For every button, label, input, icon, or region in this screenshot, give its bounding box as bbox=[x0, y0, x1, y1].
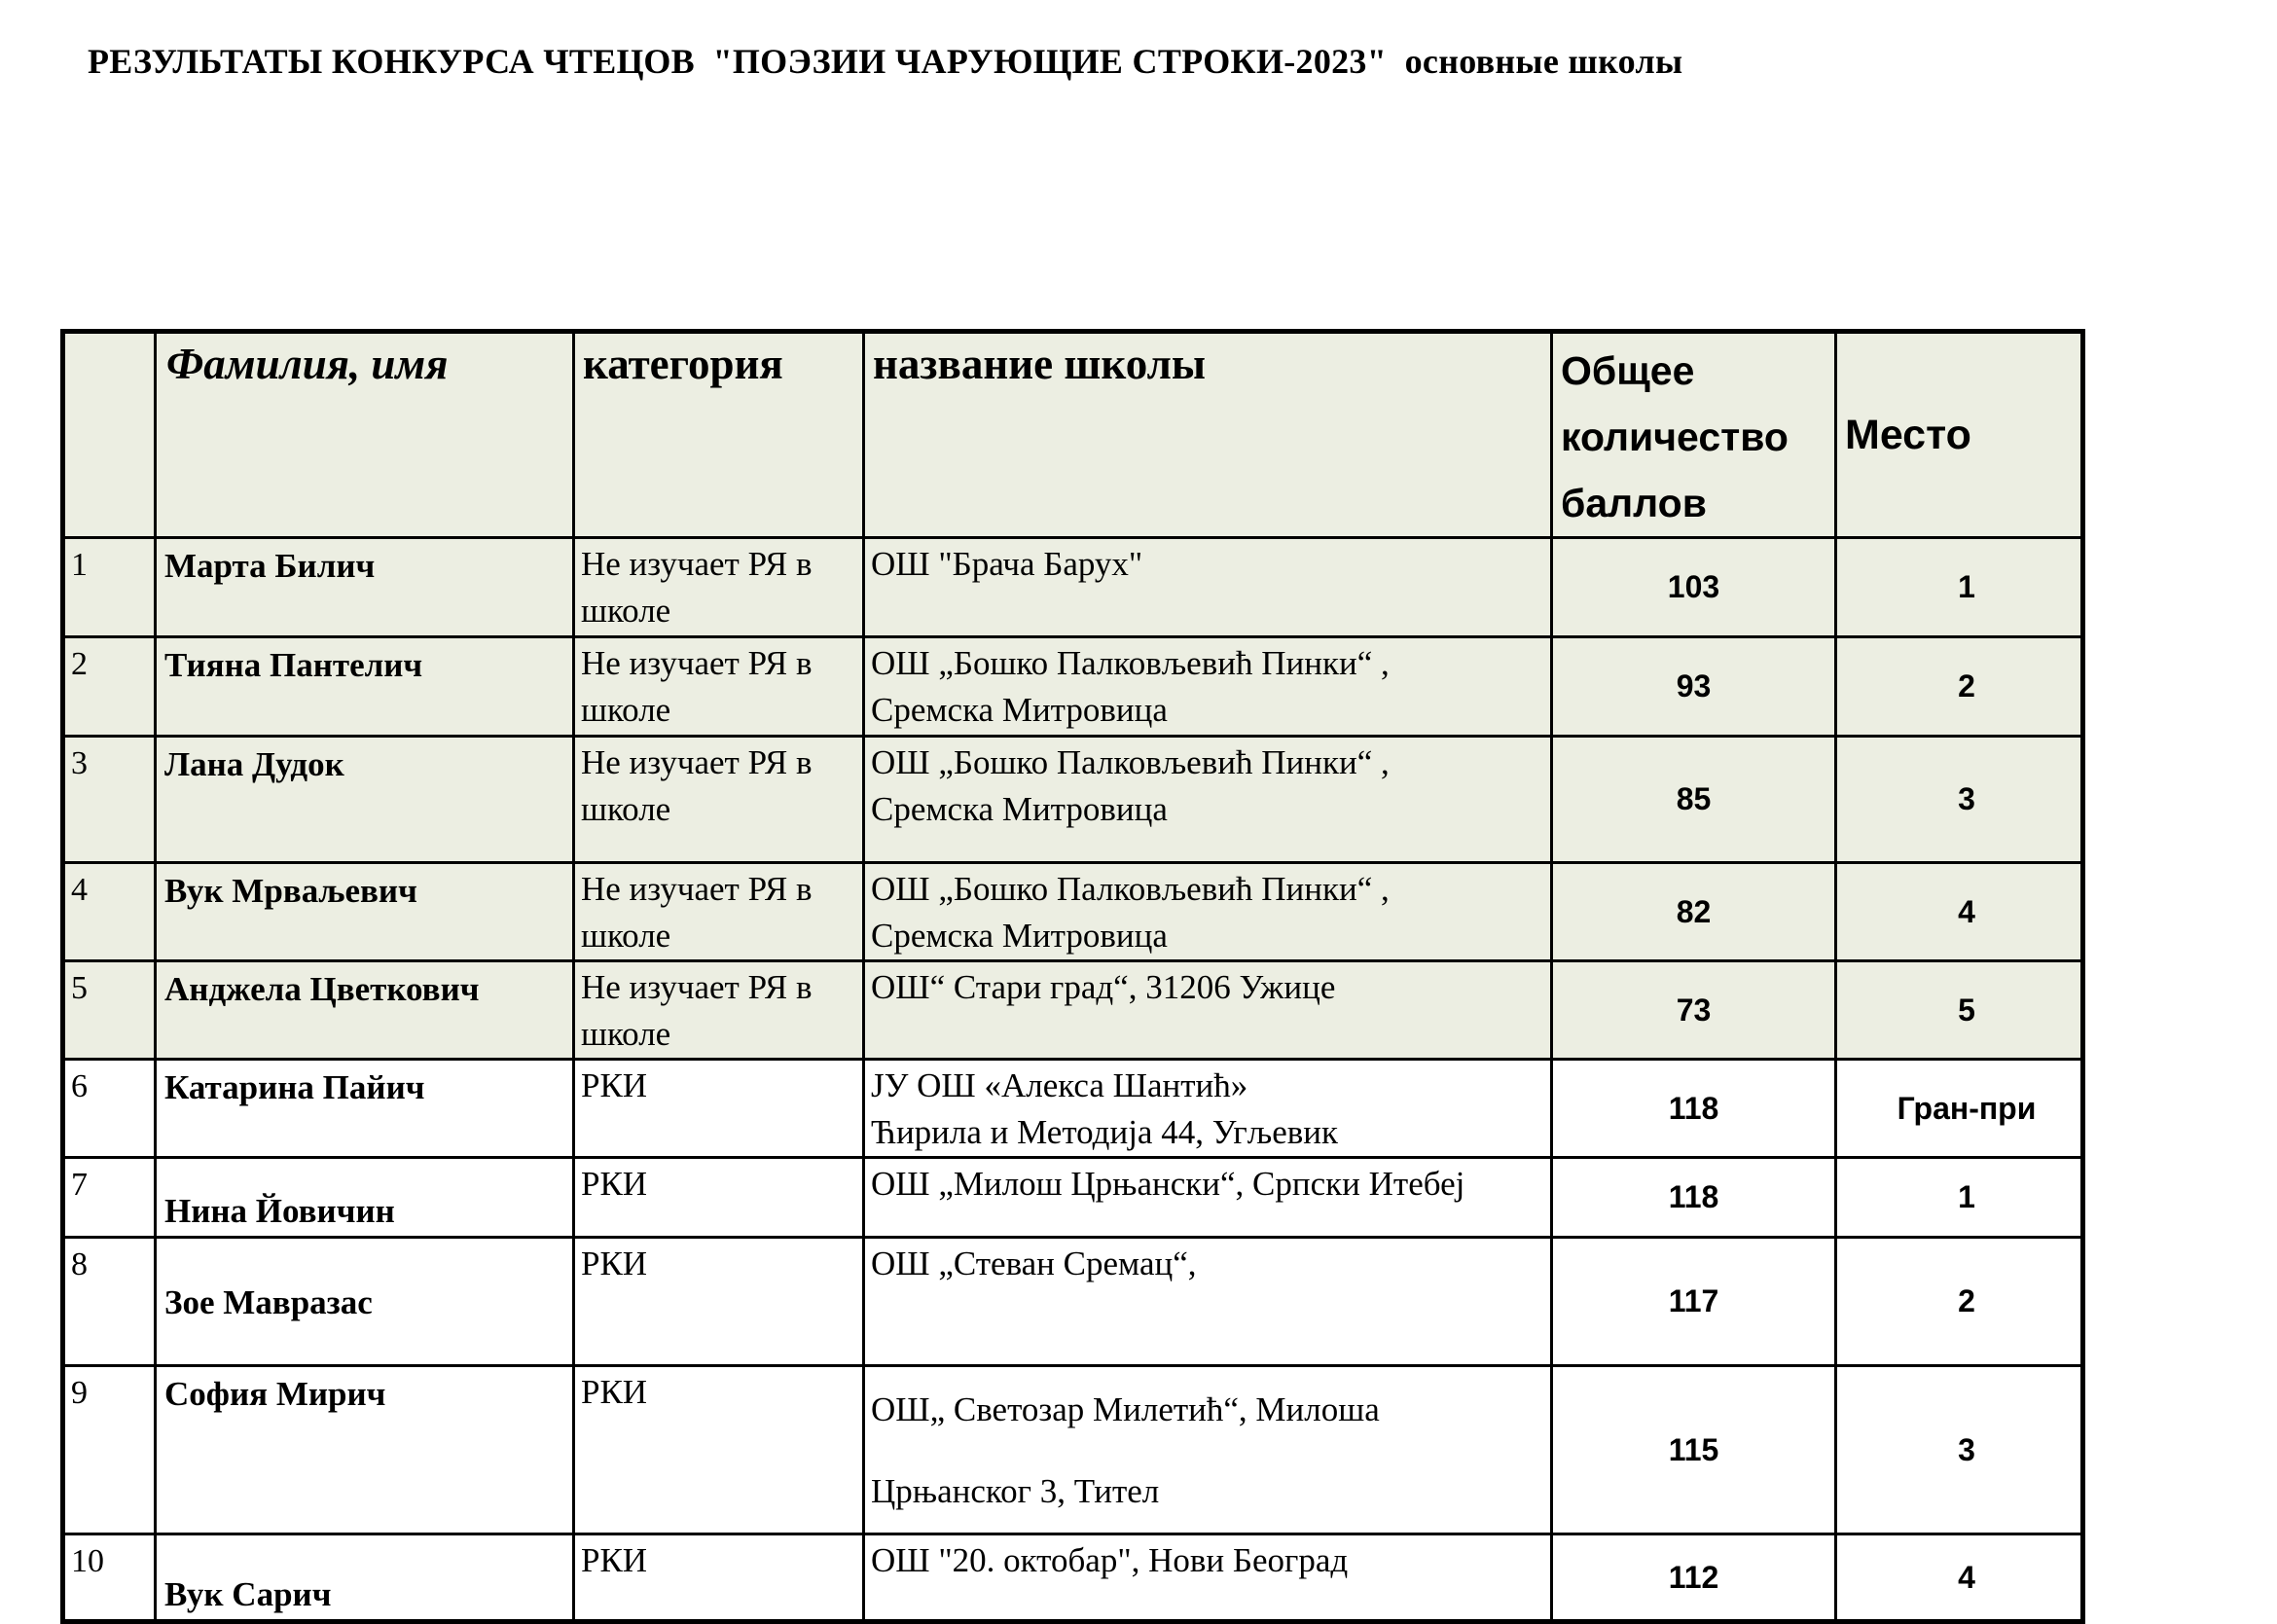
table-row bbox=[63, 637, 2083, 737]
participant-category: Не изучает РЯ в школе bbox=[574, 737, 864, 863]
place: 2 bbox=[1836, 1238, 2083, 1366]
header-total-score-line1: Общее bbox=[1561, 348, 1695, 393]
header-school: название школы bbox=[864, 332, 1552, 538]
participant-category: Не изучает РЯ в школе bbox=[574, 863, 864, 961]
participant-category: РКИ bbox=[574, 1238, 864, 1366]
total-score: 118 bbox=[1552, 1060, 1836, 1158]
row-number: 5 bbox=[63, 961, 156, 1060]
participant-name: София Мирич bbox=[156, 1366, 574, 1534]
total-score: 82 bbox=[1552, 863, 1836, 961]
school-name: ОШ „Бошко Палковљевић Пинки“ , Сремска Митровица bbox=[864, 737, 1552, 863]
place: 1 bbox=[1836, 538, 2083, 637]
table-row bbox=[63, 737, 2083, 863]
school-name: ОШ „Бошко Палковљевић Пинки“ , Сремска Митровица bbox=[864, 863, 1552, 961]
total-score: 115 bbox=[1552, 1366, 1836, 1534]
table-row bbox=[63, 1534, 2083, 1622]
participant-category: РКИ bbox=[574, 1060, 864, 1158]
participant-name: Лана Дудок bbox=[156, 737, 574, 863]
place: 4 bbox=[1836, 1534, 2083, 1622]
document-title: РЕЗУЛЬТАТЫ КОНКУРСА ЧТЕЦОВ "ПОЭЗИИ ЧАРУЮЩИЕ СТРОКИ-2023" основные школы bbox=[88, 42, 1683, 81]
row-number: 1 bbox=[63, 538, 156, 637]
header-category: категория bbox=[574, 332, 864, 538]
header-place: Место bbox=[1836, 332, 2083, 538]
table-row bbox=[63, 1366, 2083, 1534]
place: 1 bbox=[1836, 1158, 2083, 1238]
table-row bbox=[63, 1060, 2083, 1158]
row-number: 9 bbox=[63, 1366, 156, 1534]
header-total-score-line3: баллов bbox=[1561, 481, 1707, 525]
header-total-score-line2: количество bbox=[1561, 415, 1789, 459]
participant-name: Зое Мавразас bbox=[156, 1238, 574, 1366]
row-number: 10 bbox=[63, 1534, 156, 1622]
total-score: 73 bbox=[1552, 961, 1836, 1060]
participant-name: Вук Сарич bbox=[156, 1534, 574, 1622]
school-name: ОШ "Брача Барух" bbox=[864, 538, 1552, 637]
total-score: 93 bbox=[1552, 637, 1836, 737]
participant-name: Тияна Пантелич bbox=[156, 637, 574, 737]
place: Гран-при bbox=[1836, 1060, 2083, 1158]
participant-category: Не изучает РЯ в школе bbox=[574, 637, 864, 737]
header-number bbox=[63, 332, 156, 538]
place: 2 bbox=[1836, 637, 2083, 737]
participant-category: РКИ bbox=[574, 1158, 864, 1238]
participant-name: Марта Билич bbox=[156, 538, 574, 637]
total-score: 118 bbox=[1552, 1158, 1836, 1238]
total-score: 103 bbox=[1552, 538, 1836, 637]
place: 3 bbox=[1836, 737, 2083, 863]
place: 4 bbox=[1836, 863, 2083, 961]
table-row bbox=[63, 1238, 2083, 1366]
row-number: 4 bbox=[63, 863, 156, 961]
participant-name: Вук Мрваљевич bbox=[156, 863, 574, 961]
row-number: 8 bbox=[63, 1238, 156, 1366]
participant-category: Не изучает РЯ в школе bbox=[574, 961, 864, 1060]
table-row bbox=[63, 961, 2083, 1060]
school-name: ОШ „Милош Црњански“, Српски Итебеј bbox=[864, 1158, 1552, 1238]
school-name: ОШ "20. октобар", Нови Београд bbox=[864, 1534, 1552, 1622]
header-total-score bbox=[1552, 332, 1836, 538]
school-name: ЈУ ОШ «Алекса Шантић» Ћирила и Методија 44, Угљевик bbox=[864, 1060, 1552, 1158]
participant-category: РКИ bbox=[574, 1534, 864, 1622]
table-header-row bbox=[63, 332, 2083, 538]
school-name: ОШ„ Светозар Милетић“, Милоша Црњанског 3, Тител bbox=[864, 1366, 1552, 1534]
school-name: ОШ „Бошко Палковљевић Пинки“ , Сремска Митровица bbox=[864, 637, 1552, 737]
participant-category: Не изучает РЯ в школе bbox=[574, 538, 864, 637]
row-number: 2 bbox=[63, 637, 156, 737]
participant-name: Нина Йовичин bbox=[156, 1158, 574, 1238]
row-number: 3 bbox=[63, 737, 156, 863]
school-name: ОШ“ Стари град“, 31206 Ужице bbox=[864, 961, 1552, 1060]
results-table bbox=[60, 329, 2085, 1624]
participant-category: РКИ bbox=[574, 1366, 864, 1534]
participant-name: Анджела Цветкович bbox=[156, 961, 574, 1060]
total-score: 112 bbox=[1552, 1534, 1836, 1622]
header-name: Фамилия, имя bbox=[156, 332, 574, 538]
total-score: 85 bbox=[1552, 737, 1836, 863]
table-row bbox=[63, 1158, 2083, 1238]
table-row bbox=[63, 863, 2083, 961]
school-name: ОШ „Стеван Сремац“, bbox=[864, 1238, 1552, 1366]
place: 5 bbox=[1836, 961, 2083, 1060]
participant-name: Катарина Пайич bbox=[156, 1060, 574, 1158]
total-score: 117 bbox=[1552, 1238, 1836, 1366]
row-number: 7 bbox=[63, 1158, 156, 1238]
row-number: 6 bbox=[63, 1060, 156, 1158]
place: 3 bbox=[1836, 1366, 2083, 1534]
table-row bbox=[63, 538, 2083, 637]
